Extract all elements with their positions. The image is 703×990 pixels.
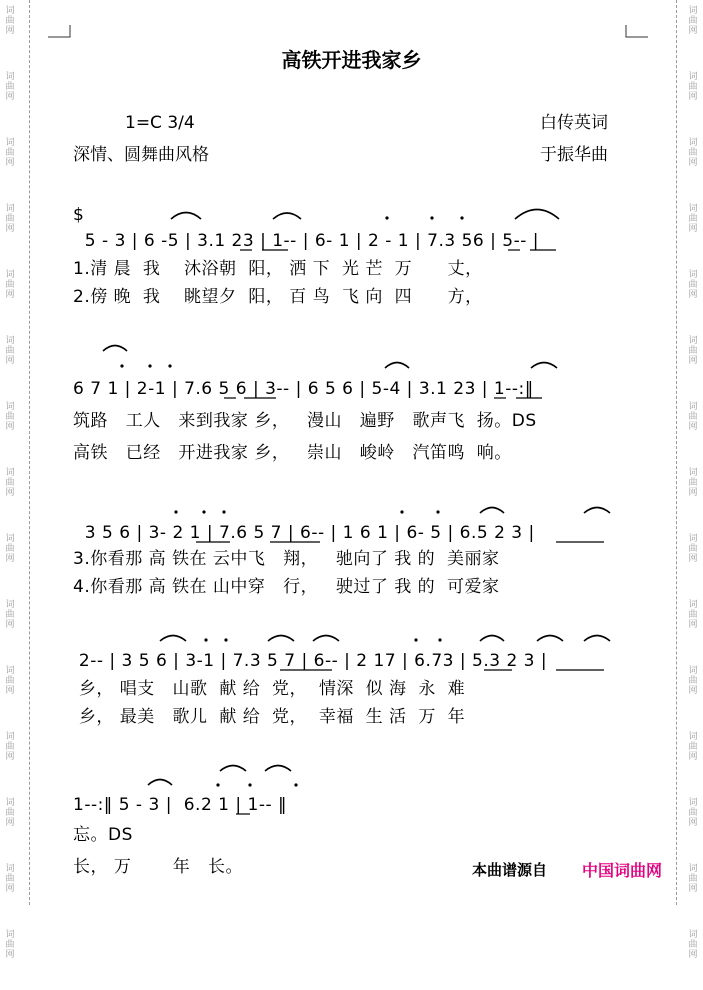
- composer-credit: 于振华曲: [540, 145, 608, 165]
- lyric-line-1a: 1.清 晨 我 沐浴朝 阳， 洒 下 光 芒 万 丈，: [73, 259, 483, 279]
- slur: [584, 636, 610, 642]
- octave-dot: [224, 638, 227, 641]
- notation-line-5: 1--:‖ 5 - 3 | 6.2 1 | 1-- ‖: [73, 795, 288, 815]
- watermark-mark: 词 曲 网: [688, 468, 698, 498]
- watermark-mark: 词 曲 网: [688, 204, 698, 234]
- octave-dot: [248, 783, 251, 786]
- slur: [268, 636, 294, 642]
- slur: [515, 210, 559, 220]
- watermark-mark: 词 曲 网: [688, 138, 698, 168]
- notation-line-4: 2-- | 3 5 6 | 3-1 | 7.3 5 7 | 6-- | 2 17 | 6.73 | 5.3 2 3 |: [73, 651, 548, 671]
- lyric-line-3b: 4.你看那 高 铁在 山中穿 行， 驶过了 我 的 可爱家: [73, 577, 500, 597]
- watermark-mark: 词 曲 网: [688, 798, 698, 828]
- octave-dot: [385, 216, 388, 219]
- lyric-line-1b: 2.傍 晚 我 眺望夕 阳， 百 鸟 飞 向 四 方，: [73, 287, 483, 307]
- watermark-mark: 词 曲 网: [5, 864, 15, 894]
- watermark-mark: 词 曲 网: [5, 204, 15, 234]
- watermark-mark: 词 曲 网: [5, 468, 15, 498]
- notation-line-1: 5 - 3 | 6 -5 | 3.1 23 | 1-- | 6- 1 | 2 - 1 | 7.3 56 | 5-- |: [73, 231, 539, 251]
- watermark-mark: 词 曲 网: [5, 666, 15, 696]
- octave-dot: [174, 510, 177, 513]
- octave-dot: [168, 364, 171, 367]
- octave-dot: [216, 783, 219, 786]
- slur: [385, 363, 409, 369]
- lyric-line-3a: 3.你看那 高 铁在 云中飞 翔， 驰向了 我 的 美丽家: [73, 549, 500, 569]
- octave-dot: [438, 638, 441, 641]
- lyric-line-4a: 乡， 唱支 山歌 献 给 党， 情深 似 海 永 难: [73, 679, 466, 699]
- slur: [171, 213, 201, 220]
- slur: [220, 766, 246, 772]
- slur: [480, 508, 504, 514]
- octave-dot: [400, 510, 403, 513]
- lyricist-credit: 白传英词: [540, 113, 608, 133]
- slur: [480, 636, 504, 642]
- watermark-mark: 词 曲 网: [5, 732, 15, 762]
- watermark-mark: 词 曲 网: [5, 72, 15, 102]
- style-marking: 深情、圆舞曲风格: [73, 145, 209, 165]
- watermark-mark: 词 曲 网: [688, 402, 698, 432]
- slur: [537, 636, 563, 642]
- slur: [265, 766, 291, 772]
- watermark-mark: 词 曲 网: [5, 600, 15, 630]
- octave-dot: [120, 364, 123, 367]
- slur: [103, 346, 127, 352]
- watermark-mark: 词 曲 网: [5, 336, 15, 366]
- watermark-mark: 词 曲 网: [688, 864, 698, 894]
- lyric-line-5b: 长， 万 年 长。: [73, 857, 243, 877]
- slur: [584, 508, 610, 514]
- octave-dot: [148, 364, 151, 367]
- watermark-mark: 词 曲 网: [688, 6, 698, 36]
- octave-dot: [436, 510, 439, 513]
- octave-dot: [204, 638, 207, 641]
- watermark-mark: 词 曲 网: [5, 138, 15, 168]
- watermark-mark: 词 曲 网: [5, 798, 15, 828]
- lyric-line-5a: 忘。DS: [73, 825, 133, 845]
- watermark-mark: 词 曲 网: [688, 930, 698, 960]
- octave-dot: [414, 638, 417, 641]
- watermark-mark: 词 曲 网: [5, 6, 15, 36]
- notation-line-2: 6 7 1 | 2-1 | 7.6 5 6 | 3-- | 6 5 6 | 5-4 | 3.1 23 | 1--:‖: [73, 379, 534, 399]
- watermark-mark: 词 曲 网: [688, 72, 698, 102]
- watermark-mark: 词 曲 网: [688, 270, 698, 300]
- key-signature: 1=C 3/4: [125, 113, 195, 133]
- song-title: 高铁开进我家乡: [281, 48, 422, 72]
- octave-dot: [430, 216, 433, 219]
- watermark-mark: 词 曲 网: [688, 600, 698, 630]
- segno-sign: $: [73, 205, 84, 225]
- watermark-mark: 词 曲 网: [5, 402, 15, 432]
- watermark-mark: 词 曲 网: [688, 732, 698, 762]
- slur: [273, 213, 301, 219]
- watermark-mark: 词 曲 网: [5, 930, 15, 960]
- octave-dot: [460, 216, 463, 219]
- slur: [148, 780, 172, 786]
- lyric-line-2a: 筑路 工人 来到我家 乡， 漫山 遍野 歌声飞 扬。DS: [73, 411, 537, 431]
- source-label: 本曲谱源自: [472, 861, 548, 879]
- notation-line-3: 3 5 6 | 3- 2 1 | 7.6 5 7 | 6-- | 1 6 1 | 6- 5 | 6.5 2 3 |: [73, 523, 535, 543]
- watermark-mark: 词 曲 网: [688, 336, 698, 366]
- watermark-mark: 词 曲 网: [688, 534, 698, 564]
- slur: [531, 363, 557, 369]
- octave-dot: [202, 510, 205, 513]
- watermark-mark: 词 曲 网: [5, 534, 15, 564]
- slur: [160, 636, 186, 642]
- watermark-mark: 词 曲 网: [688, 666, 698, 696]
- watermark-mark: 词 曲 网: [5, 270, 15, 300]
- slur: [313, 636, 339, 642]
- octave-dot: [222, 510, 225, 513]
- lyric-line-4b: 乡， 最美 歌儿 献 给 党， 幸福 生 活 万 年: [73, 707, 466, 727]
- lyric-line-2b: 高铁 已经 开进我家 乡， 崇山 峻岭 汽笛鸣 响。: [73, 443, 512, 463]
- octave-dot: [294, 783, 297, 786]
- source-site-link[interactable]: 中国词曲网: [582, 861, 663, 880]
